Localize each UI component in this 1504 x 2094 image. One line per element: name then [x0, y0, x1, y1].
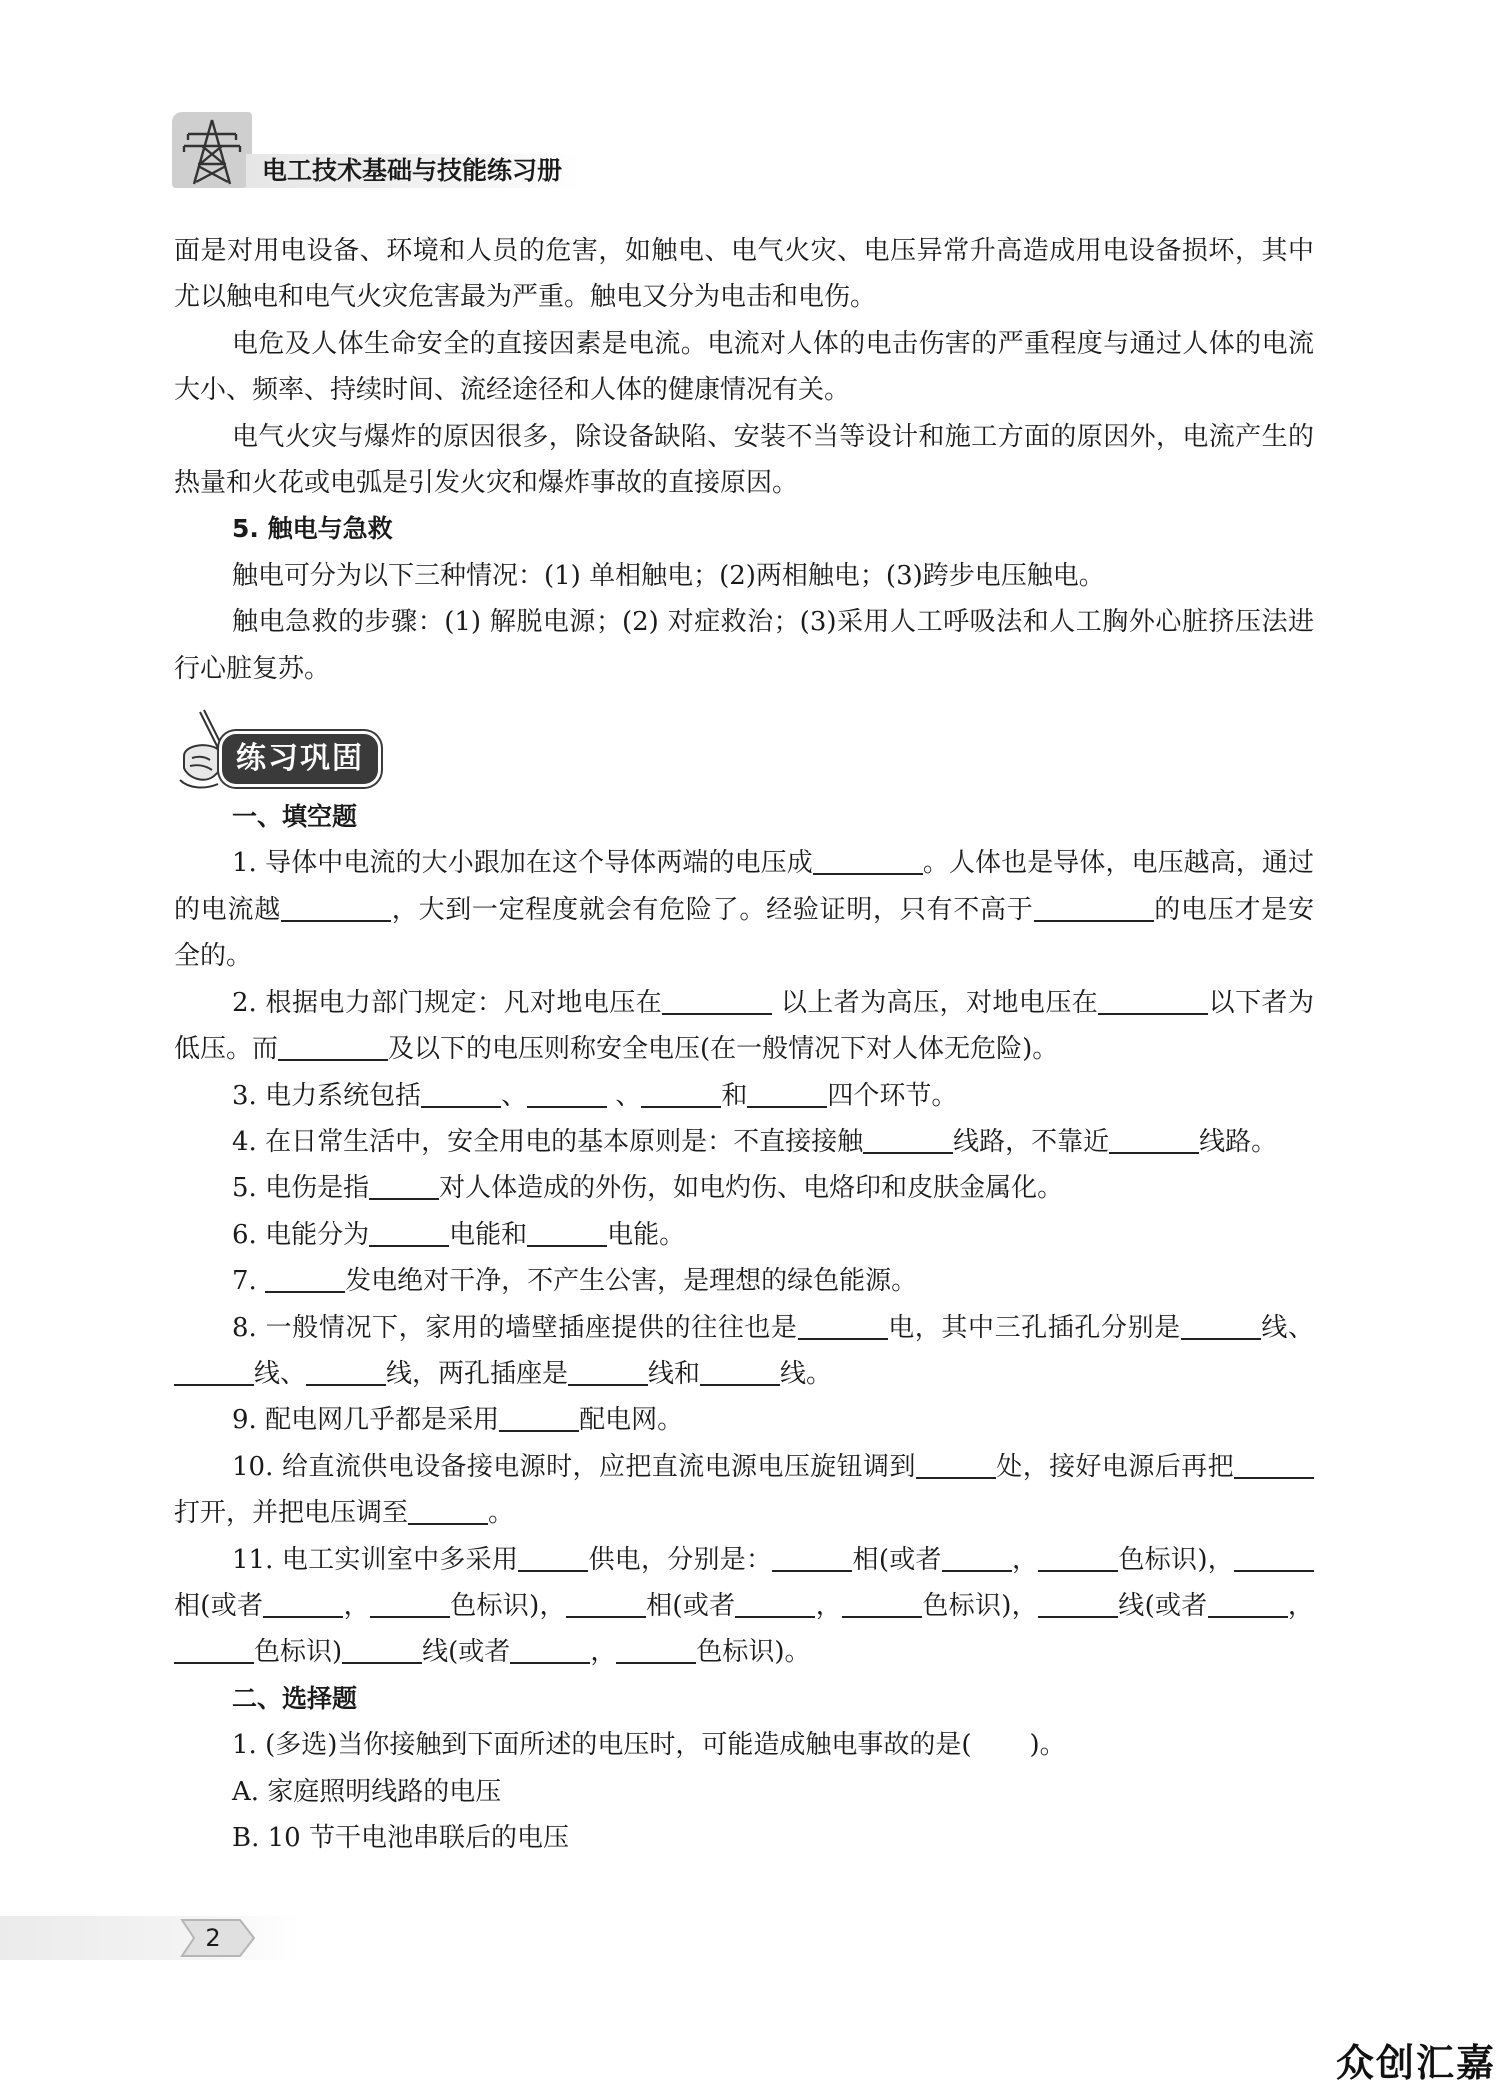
q2-text-c: 以下者为低压。而 — [174, 987, 1314, 1065]
q10-text-b: 处，接好电源后再把 — [995, 1451, 1234, 1482]
fill-question-5 — [174, 1165, 1314, 1211]
answer-blank[interactable] — [1034, 892, 1154, 922]
q10-text-c: 打开，并把电压调至 — [174, 1498, 409, 1529]
q9-text-a: 9. 配电网几乎都是采用 — [232, 1405, 500, 1436]
q11-comma: ， — [590, 1637, 617, 1668]
q8-text-g: 线。 — [780, 1358, 833, 1389]
q4-text-a: 4. 在日常生活中，安全用电的基本原则是：不直接接触 — [232, 1126, 864, 1157]
q11-color-last: 色标识)。 — [696, 1637, 811, 1668]
answer-blank[interactable] — [735, 1588, 815, 1618]
book-title: 电工技术基础与技能练习册 — [246, 154, 580, 188]
answer-blank[interactable] — [568, 1356, 648, 1386]
choice-heading: 二、选择题 — [232, 1683, 358, 1713]
q11-text-a: 11. 电工实训室中多采用 — [232, 1544, 519, 1575]
q6-text-a: 6. 电能分为 — [232, 1219, 370, 1250]
q1-text-d: 的电压才是安全的。 — [174, 894, 1314, 972]
q4-text-c: 线路。 — [1199, 1126, 1278, 1157]
answer-blank[interactable] — [408, 1495, 488, 1525]
q3-separator: 、 — [615, 1080, 642, 1111]
answer-blank[interactable] — [863, 1124, 953, 1154]
intro-paragraph-2: 电危及人体生命安全的直接因素是电流。电流对人体的电击伤害的严重程度与通过人体的电流大小、频率、持续时间、流经途径和人体的健康情况有关。 — [174, 328, 1314, 406]
answer-blank[interactable] — [1181, 1310, 1261, 1340]
answer-blank[interactable] — [1038, 1588, 1118, 1618]
q11-open: (或者 — [1144, 1590, 1208, 1621]
answer-blank[interactable] — [700, 1356, 780, 1386]
q11-phase: 相(或者 — [645, 1590, 736, 1621]
fill-question-3 — [174, 1073, 1314, 1119]
q8-text-a: 8. 一般情况下，家用的墙壁插座提供的往往也是 — [232, 1312, 798, 1343]
q11-color: 色标识)， — [449, 1590, 566, 1621]
practice-banner — [174, 706, 1314, 794]
q3-text-d: 四个环节。 — [827, 1080, 958, 1111]
fill-question-2 — [174, 980, 1314, 1073]
q11-phase: 相(或者 — [852, 1544, 942, 1575]
answer-blank[interactable] — [772, 1542, 852, 1572]
choice-option-a[interactable]: A. 家庭照明线路的电压 — [232, 1776, 502, 1807]
answer-blank[interactable] — [369, 1217, 449, 1247]
q8-text-c: 线、 — [1260, 1312, 1314, 1343]
fill-question-8 — [174, 1305, 1314, 1398]
answer-blank[interactable] — [265, 1263, 345, 1293]
page-header — [172, 112, 602, 192]
answer-blank[interactable] — [174, 1356, 254, 1386]
answer-blank[interactable] — [370, 1588, 450, 1618]
fill-question-6 — [174, 1212, 1314, 1258]
answer-blank[interactable] — [1234, 1542, 1314, 1572]
page-number: 2 — [205, 1924, 221, 1952]
section-heading-5: 5. 触电与急救 — [232, 514, 393, 544]
answer-blank[interactable] — [369, 1170, 439, 1200]
q11-comma: ， — [343, 1590, 370, 1621]
answer-blank[interactable] — [813, 845, 923, 875]
fill-question-7 — [174, 1258, 1314, 1304]
answer-blank[interactable] — [499, 1402, 579, 1432]
q11-phase: 相(或者 — [174, 1590, 264, 1621]
q2-text-a: 2. 根据电力部门规定：凡对地电压在 — [232, 987, 663, 1018]
answer-blank[interactable] — [1098, 985, 1208, 1015]
fill-question-10 — [174, 1444, 1314, 1537]
answer-blank[interactable] — [662, 985, 772, 1015]
q2-text-d: 及以下的电压则称安全电压(在一般情况下对人体无危险)。 — [388, 1034, 1059, 1065]
answer-blank[interactable] — [641, 1078, 721, 1108]
section5-paragraph-1: 触电可分为以下三种情况：(1) 单相触电；(2)两相触电；(3)跨步电压触电。 — [232, 560, 1105, 591]
answer-blank[interactable] — [1208, 1588, 1288, 1618]
q8-text-b: 电，其中三孔插孔分别是 — [887, 1312, 1181, 1343]
q4-text-b: 线路，不靠近 — [953, 1126, 1110, 1157]
q10-text-d: 。 — [488, 1498, 515, 1529]
q1-text-a: 1. 导体中电流的大小跟加在这个导体两端的电压成 — [232, 848, 813, 879]
q11-comma: ， — [1287, 1590, 1314, 1621]
q11-comma: ， — [815, 1590, 843, 1621]
fill-question-11 — [174, 1537, 1314, 1676]
q8-text-e: 线，两孔插座是 — [386, 1358, 569, 1389]
choice-q1-text-b: )。 — [1029, 1730, 1066, 1761]
answer-blank[interactable] — [1038, 1542, 1118, 1572]
q11-wire-open: 线(或者 — [422, 1637, 511, 1668]
answer-blank[interactable] — [747, 1078, 827, 1108]
q7-text-a: 7. — [232, 1266, 257, 1297]
answer-blank[interactable] — [306, 1356, 386, 1386]
fill-in-heading: 一、填空题 — [232, 802, 358, 832]
q1-text-b: 。人体也是导体，电压越高，通过的电流越 — [174, 848, 1314, 925]
q11-color: 色标识)， — [1118, 1544, 1234, 1575]
answer-blank[interactable] — [174, 1634, 254, 1664]
q10-text-a: 10. 给直流供电设备接电源时，应把直流电源电压旋钮调到 — [232, 1451, 916, 1482]
intro-paragraph-1: 面是对用电设备、环境和人员的危害，如触电、电气火灾、电压异常升高造成用电设备损坏，其中尤以触电和电气火灾危害最为严重。触电又分为电击和电伤。 — [174, 236, 1314, 313]
q2-text-b: 以上者为高压，对地电压在 — [780, 987, 1099, 1018]
q8-text-d: 线、 — [254, 1358, 307, 1389]
choice-option-b[interactable]: B. 10 节干电池串联后的电压 — [232, 1823, 569, 1853]
q11-comma: ， — [1011, 1544, 1039, 1575]
answer-blank[interactable] — [510, 1634, 590, 1664]
answer-blank[interactable] — [527, 1217, 607, 1247]
q6-text-b: 电能和 — [449, 1219, 528, 1250]
fill-question-1 — [174, 840, 1314, 979]
answer-blank[interactable] — [616, 1634, 696, 1664]
answer-blank[interactable] — [527, 1078, 607, 1108]
answer-blank[interactable] — [342, 1634, 422, 1664]
answer-blank[interactable] — [281, 892, 391, 922]
answer-blank[interactable] — [1234, 1449, 1314, 1479]
watermark-logo: 众创汇嘉 — [1335, 2041, 1496, 2085]
answer-blank[interactable] — [518, 1542, 588, 1572]
answer-blank[interactable] — [566, 1588, 646, 1618]
q3-text-a: 3. 电力系统包括 — [232, 1080, 422, 1111]
answer-blank[interactable] — [278, 1031, 388, 1061]
practice-banner-title: 练习巩固 — [222, 734, 378, 784]
q11-wire: 线 — [1117, 1590, 1145, 1621]
choice-question-1 — [174, 1722, 1314, 1768]
q8-text-f: 线和 — [648, 1358, 701, 1389]
answer-blank[interactable] — [263, 1588, 343, 1618]
q11-text-b: 供电，分别是： — [588, 1544, 773, 1575]
section5-paragraph-2: 触电急救的步骤：(1) 解脱电源；(2) 对症救治；(3)采用人工呼吸法和人工胸外心脏挤压法进行心脏复苏。 — [174, 607, 1314, 684]
q5-text-b: 对人体造成的外伤，如电灼伤、电烙印和皮肤金属化。 — [439, 1173, 1064, 1204]
q3-separator: 和 — [721, 1080, 748, 1111]
answer-blank[interactable] — [421, 1078, 501, 1108]
page-number-badge — [170, 1918, 256, 1958]
q9-text-b: 配电网。 — [579, 1405, 684, 1436]
q7-text-b: 发电绝对干净，不产生公害，是理想的绿色能源。 — [345, 1266, 918, 1297]
intro-paragraph-3: 电气火灾与爆炸的原因很多，除设备缺陷、安装不当等设计和施工方面的原因外，电流产生的热量和火花或电弧是引发火灾和爆炸事故的直接原因。 — [174, 421, 1314, 499]
q11-color-end: 色标识) — [254, 1637, 343, 1668]
fill-question-4 — [174, 1119, 1314, 1165]
answer-blank[interactable] — [1109, 1124, 1199, 1154]
q11-color: 色标识)， — [922, 1590, 1038, 1621]
answer-blank[interactable] — [916, 1449, 996, 1479]
q3-separator: 、 — [501, 1080, 528, 1111]
power-tower-icon — [180, 116, 244, 188]
q5-text-a: 5. 电伤是指 — [232, 1173, 370, 1204]
answer-blank[interactable] — [798, 1310, 888, 1340]
q1-text-c: ，大到一定程度就会有危险了。经验证明，只有不高于 — [390, 894, 1034, 925]
q6-text-c: 电能。 — [607, 1219, 686, 1250]
fill-question-9 — [174, 1397, 1314, 1443]
answer-blank[interactable] — [842, 1588, 922, 1618]
answer-blank[interactable] — [942, 1542, 1012, 1572]
page-content — [174, 228, 1314, 1861]
choice-q1-text-a: 1. (多选)当你接触到下面所述的电压时，可能造成触电事故的是( — [232, 1730, 972, 1761]
